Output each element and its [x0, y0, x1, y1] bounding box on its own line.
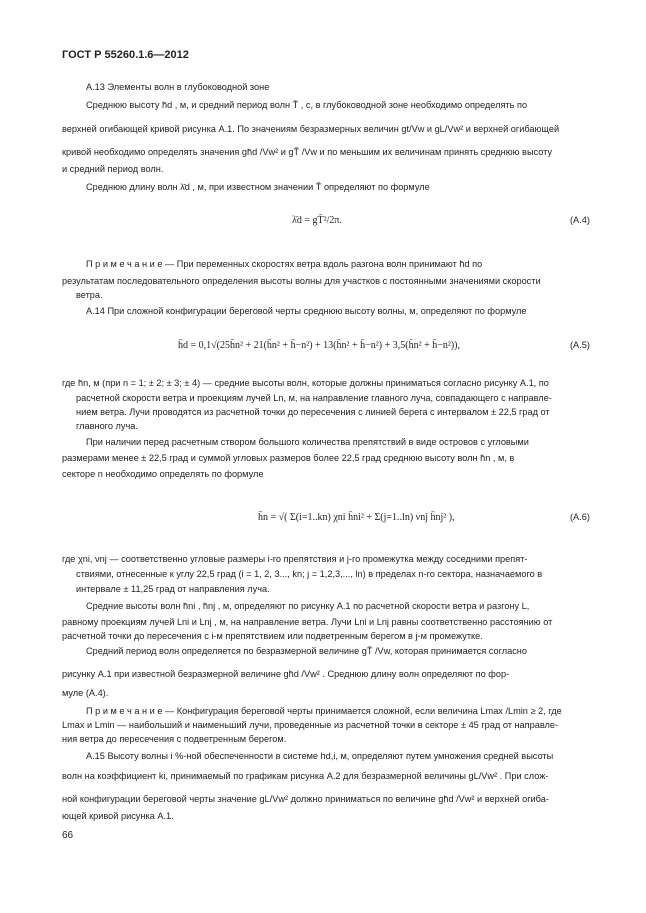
text-line: ющей кривой рисунка А.1.: [62, 811, 174, 821]
text-line: Средние высоты волн h̄ni , h̄nj , м, определяют по рисунку А.1 по расчетной скорости ветра и разгону L,: [86, 601, 530, 611]
text-line: волн на коэффициент ki, принимаемый по графикам рисунка А.2 для безразмерной величины gL/Vw² . При слож-: [62, 771, 549, 781]
text-line: рисунку А.1 при известной безразмерной величине gh̄d /Vw² . Среднюю длину волн определяют по фор-: [62, 669, 510, 679]
text-line: А.14 При сложной конфигурации береговой черты среднюю высоту волны, м, определяют по формуле: [86, 306, 527, 316]
formula-number: (А.6): [570, 512, 590, 522]
formula-number: (А.5): [570, 340, 590, 350]
document-header: ГОСТ Р 55260.1.6—2012: [62, 49, 189, 61]
text-line: При наличии перед расчетным створом большого количества препятствий в виде островов с угловыми: [86, 437, 529, 447]
text-line: муле (А.4).: [62, 688, 109, 698]
text-line: ния ветра до пересечения с подветренным берегом.: [62, 734, 287, 744]
text-line: верхней огибающей кривой рисунка А.1. По значениям безразмерных величин gt/Vw и gL/Vw² и верхней огибающей: [62, 124, 560, 134]
text-line: П р и м е ч а н и е — Конфигурация береговой черты принимается сложной, если величина Lmax /Lmin ≥ 2, где: [86, 706, 562, 716]
text-line: интервале ± 11,25 град от направления луча.: [76, 584, 270, 594]
text-line: где χni, νnj — соответственно угловые размеры i-го препятствия и j-го промежутка между соседними препят-: [62, 554, 528, 564]
text-line: Lmax и Lmin — наибольший и наименьший лучи, проведенные из расчетной точки в секторе ± 45 град от направле-: [62, 720, 559, 730]
formula: λ̄d = gT̄²/2π.: [292, 215, 342, 226]
text-line: равному проекциям лучей Lni и Lnj , м, на направление ветра. Лучи Lni и Lnj равны соответственно расстоянию от: [62, 617, 553, 627]
text-line: где h̄n, м (при n = 1; ± 2; ± 3; ± 4) — средние высоты волн, которые должны приниматься согласно рисунку А.1, по: [62, 378, 549, 388]
text-line: П р и м е ч а н и е — При переменных скоростях ветра вдоль разгона волн принимают h̄d по: [86, 259, 483, 269]
text-line: ствиями, отнесенные к углу 22,5 град (i = 1, 2, 3..., kn; j = 1,2,3,..., ln) в пределах n-го сектора, назначаемого в: [76, 569, 543, 579]
formula: h̄n = √( Σ(i=1..kn) χni h̄ni² + Σ(j=1..ln) νnj h̄nj² ),: [258, 512, 455, 523]
text-line: нием ветра. Лучи проводятся из расчетной точки до пересечения с линией берега с интервалом ± 22,5 град от: [76, 407, 550, 417]
text-line: расчетной скорости ветра и проекциям лучей Ln, м, на направление главного луча, совпадающего с направле-: [76, 393, 552, 403]
text-line: результатам последовательного определения высоты волны для участков с постоянными значениями скорости: [62, 276, 541, 286]
text-line: ветра.: [76, 290, 103, 300]
text-line: кривой необходимо определять значения gh̄d /Vw² и gT̄ /Vw и по меньшим их величинам принять среднюю высоту: [62, 147, 553, 157]
text-line: А.13 Элементы волн в глубоководной зоне: [86, 82, 270, 92]
text-line: расчетной точки до пересечения с i-м препятствием или подветренным берегом в j-м промежутке.: [62, 631, 483, 641]
text-line: главного луча.: [76, 421, 138, 431]
text-line: Средний период волн определяется по безразмерной величине gT̄ /Vw, которая принимается согласно: [86, 646, 527, 656]
text-line: Среднюю длину волн λ̄d , м, при известном значении T̄ определяют по формуле: [86, 182, 430, 192]
formula-number: (А.4): [570, 215, 590, 225]
formula: h̄d = 0,1√(25h̄n² + 21(h̄n² + h̄−n²) + 13(h̄n² + h̄−n²) + 3,5(h̄n² + h̄−n²)),: [178, 340, 461, 351]
text-line: А.15 Высоту волны i %-ной обеспеченности в системе hd,i, м, определяют путем умножения средней высоты: [86, 751, 554, 761]
text-line: Среднюю высоту h̄d , м, и средний период волн T̄ , с, в глубоководной зоне необходимо определять по: [86, 100, 528, 110]
text-line: и средний период волн.: [62, 164, 164, 174]
page-number: 66: [62, 830, 74, 841]
text-line: секторе n необходимо определять по формуле: [62, 469, 264, 479]
text-line: ной конфигурации береговой черты значение gL/Vw² должно приниматься по величине gh̄d /Vw² и верхней огиба-: [62, 794, 549, 804]
text-line: размерами менее ± 22,5 град и суммой угловых размеров более 22,5 град среднюю высоту волн h̄n , м, в: [62, 453, 515, 463]
